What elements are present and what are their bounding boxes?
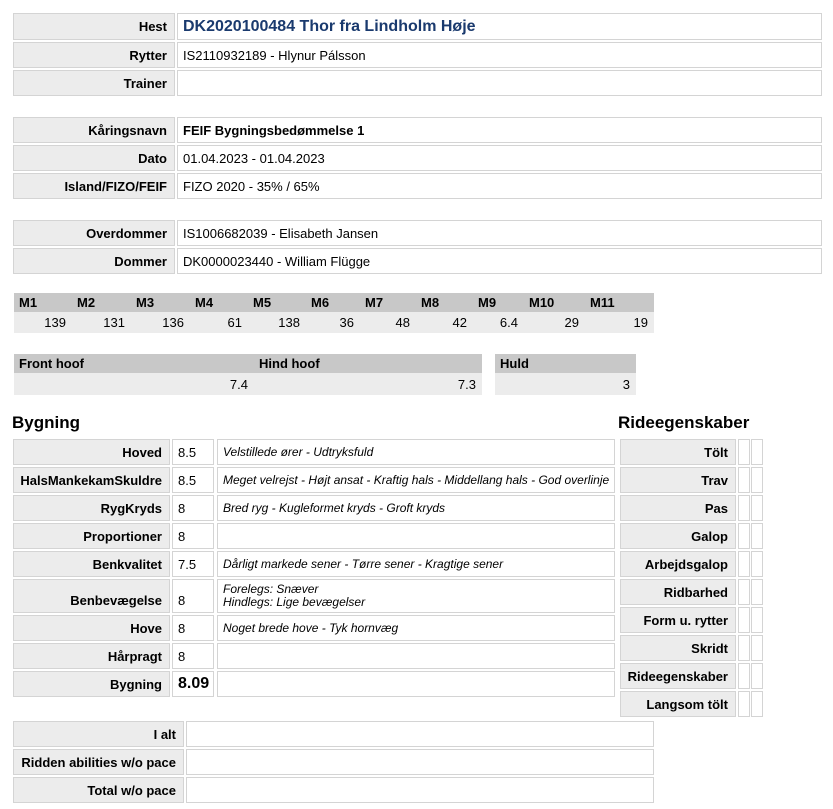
bygning-row-score: 8 bbox=[172, 495, 214, 521]
ride-row-score-cell bbox=[751, 691, 763, 717]
measurement-header-3: M3 bbox=[131, 293, 190, 312]
ride-row-label: Arbejdsgalop bbox=[620, 551, 736, 577]
ride-row-score-cell bbox=[738, 663, 750, 689]
bygning-row-description bbox=[217, 671, 615, 697]
bygning-row-score: 7.5 bbox=[172, 551, 214, 577]
measurement-value-10: 29 bbox=[524, 312, 585, 333]
front-hoof-header: Front hoof bbox=[14, 354, 254, 373]
measurement-header-10: M10 bbox=[524, 293, 585, 312]
bygning-row-score: 8 bbox=[172, 615, 214, 641]
bygning-row-description bbox=[217, 579, 615, 613]
ride-row-label: Rideegenskaber bbox=[620, 663, 736, 689]
huld-header: Huld bbox=[495, 354, 636, 373]
bygning-row-label: Hårpragt bbox=[13, 643, 170, 669]
ride-row-label: Pas bbox=[620, 495, 736, 521]
ride-row-score-cell bbox=[738, 439, 750, 465]
measurement-value-4: 61 bbox=[190, 312, 248, 333]
ride-row-score-cell bbox=[738, 635, 750, 661]
ride-row-score-cell bbox=[751, 467, 763, 493]
measurement-header-11: M11 bbox=[585, 293, 654, 312]
total-wo-pace-value bbox=[186, 777, 654, 803]
bygning-desc-line: Hindlegs: Lige bevægelser bbox=[223, 595, 366, 609]
ride-row-score-cell bbox=[751, 495, 763, 521]
measurement-value-2: 131 bbox=[72, 312, 131, 333]
ridden-abilities-label: Ridden abilities w/o pace bbox=[13, 749, 184, 775]
bygning-row-label: Benkvalitet bbox=[13, 551, 170, 577]
ride-row-score-cell bbox=[751, 551, 763, 577]
ride-row-score-cell bbox=[751, 439, 763, 465]
ride-row-score-cell bbox=[751, 663, 763, 689]
bygning-row-description: Bred ryg - Kugleformet kryds - Groft kryds bbox=[217, 495, 615, 521]
trainer-value bbox=[177, 70, 822, 96]
measurement-value-11: 19 bbox=[585, 312, 654, 333]
kaaring-label: Kåringsnavn bbox=[13, 117, 175, 143]
bygning-row-label: Proportioner bbox=[13, 523, 170, 549]
bygning-row-description: Noget brede hove - Tyk hornvæg bbox=[217, 615, 615, 641]
ride-row-score-cell bbox=[738, 691, 750, 717]
bygning-row-description: Velstillede ører - Udtryksfuld bbox=[217, 439, 615, 465]
ride-row-score-cell bbox=[738, 523, 750, 549]
bygning-row-description: Dårligt markede sener - Tørre sener - Kragtige sener bbox=[217, 551, 615, 577]
bygning-row-score: 8 bbox=[172, 579, 214, 613]
bygning-row-score: 8.5 bbox=[172, 439, 214, 465]
ride-row-score-cell bbox=[738, 551, 750, 577]
bygning-row-label: RygKryds bbox=[13, 495, 170, 521]
ride-row-label: Trav bbox=[620, 467, 736, 493]
kaaring-value: FEIF Bygningsbedømmelse 1 bbox=[177, 117, 822, 143]
ride-row-score-cell bbox=[751, 607, 763, 633]
ride-row-label: Tölt bbox=[620, 439, 736, 465]
ride-row-label: Langsom tölt bbox=[620, 691, 736, 717]
measurement-header-9: M9 bbox=[473, 293, 524, 312]
huld-value: 3 bbox=[495, 373, 636, 395]
rideegenskaber-title: Rideegenskaber bbox=[618, 413, 750, 432]
hest-label: Hest bbox=[13, 13, 175, 40]
measurement-value-6: 36 bbox=[306, 312, 360, 333]
bygning-row-description bbox=[217, 523, 615, 549]
measurement-header-5: M5 bbox=[248, 293, 306, 312]
measurement-header-1: M1 bbox=[14, 293, 72, 312]
ialt-value bbox=[186, 721, 654, 747]
measurement-header-2: M2 bbox=[72, 293, 131, 312]
bygning-row-label: Hoved bbox=[13, 439, 170, 465]
hest-value[interactable]: DK2020100484 Thor fra Lindholm Høje bbox=[177, 13, 822, 40]
measurement-header-4: M4 bbox=[190, 293, 248, 312]
measurements-table bbox=[14, 293, 654, 333]
dommer-label: Dommer bbox=[13, 248, 175, 274]
bygning-row-label: Bygning bbox=[13, 671, 170, 697]
dommer-value: DK0000023440 - William Flügge bbox=[177, 248, 822, 274]
ridden-abilities-value bbox=[186, 749, 654, 775]
measurement-value-9: 6.4 bbox=[473, 312, 524, 333]
dato-label: Dato bbox=[13, 145, 175, 171]
system-value: FIZO 2020 - 35% / 65% bbox=[177, 173, 822, 199]
measurement-value-5: 138 bbox=[248, 312, 306, 333]
bygning-desc-line: Forelegs: Snæver bbox=[223, 582, 319, 596]
bygning-row-label: Hove bbox=[13, 615, 170, 641]
rytter-value: IS2110932189 - Hlynur Pálsson bbox=[177, 42, 822, 68]
measurement-value-7: 48 bbox=[360, 312, 416, 333]
ride-row-label: Ridbarhed bbox=[620, 579, 736, 605]
ride-row-score-cell bbox=[751, 523, 763, 549]
measurement-value-3: 136 bbox=[131, 312, 190, 333]
ride-row-score-cell bbox=[738, 467, 750, 493]
trainer-label: Trainer bbox=[13, 70, 175, 96]
ialt-label: I alt bbox=[13, 721, 184, 747]
bygning-row-score: 8.09 bbox=[172, 671, 214, 697]
overdommer-value: IS1006682039 - Elisabeth Jansen bbox=[177, 220, 822, 246]
measurement-value-1: 139 bbox=[14, 312, 72, 333]
bygning-row-description bbox=[217, 643, 615, 669]
bygning-row-label: HalsMankekamSkuldre bbox=[13, 467, 170, 493]
ride-row-label: Form u. rytter bbox=[620, 607, 736, 633]
dato-value: 01.04.2023 - 01.04.2023 bbox=[177, 145, 822, 171]
system-label: Island/FIZO/FEIF bbox=[13, 173, 175, 199]
bygning-row-description: Meget velrejst - Højt ansat - Kraftig hals - Middellang hals - God overlinje bbox=[217, 467, 615, 493]
ride-row-label: Galop bbox=[620, 523, 736, 549]
bygning-title: Bygning bbox=[12, 413, 80, 432]
bygning-row-score: 8.5 bbox=[172, 467, 214, 493]
measurement-header-6: M6 bbox=[306, 293, 360, 312]
measurement-header-7: M7 bbox=[360, 293, 416, 312]
measurement-value-8: 42 bbox=[416, 312, 473, 333]
ride-row-score-cell bbox=[738, 579, 750, 605]
ride-row-score-cell bbox=[738, 495, 750, 521]
ride-row-label: Skridt bbox=[620, 635, 736, 661]
bygning-row-label: Benbevægelse bbox=[13, 579, 170, 613]
ride-row-score-cell bbox=[738, 607, 750, 633]
bygning-row-score: 8 bbox=[172, 643, 214, 669]
total-wo-pace-label: Total w/o pace bbox=[13, 777, 184, 803]
hind-hoof-header: Hind hoof bbox=[254, 354, 482, 373]
ride-row-score-cell bbox=[751, 635, 763, 661]
ride-row-score-cell bbox=[751, 579, 763, 605]
measurement-header-8: M8 bbox=[416, 293, 473, 312]
front-hoof-value: 7.4 bbox=[14, 373, 254, 395]
overdommer-label: Overdommer bbox=[13, 220, 175, 246]
hind-hoof-value: 7.3 bbox=[254, 373, 482, 395]
bygning-row-score: 8 bbox=[172, 523, 214, 549]
rytter-label: Rytter bbox=[13, 42, 175, 68]
